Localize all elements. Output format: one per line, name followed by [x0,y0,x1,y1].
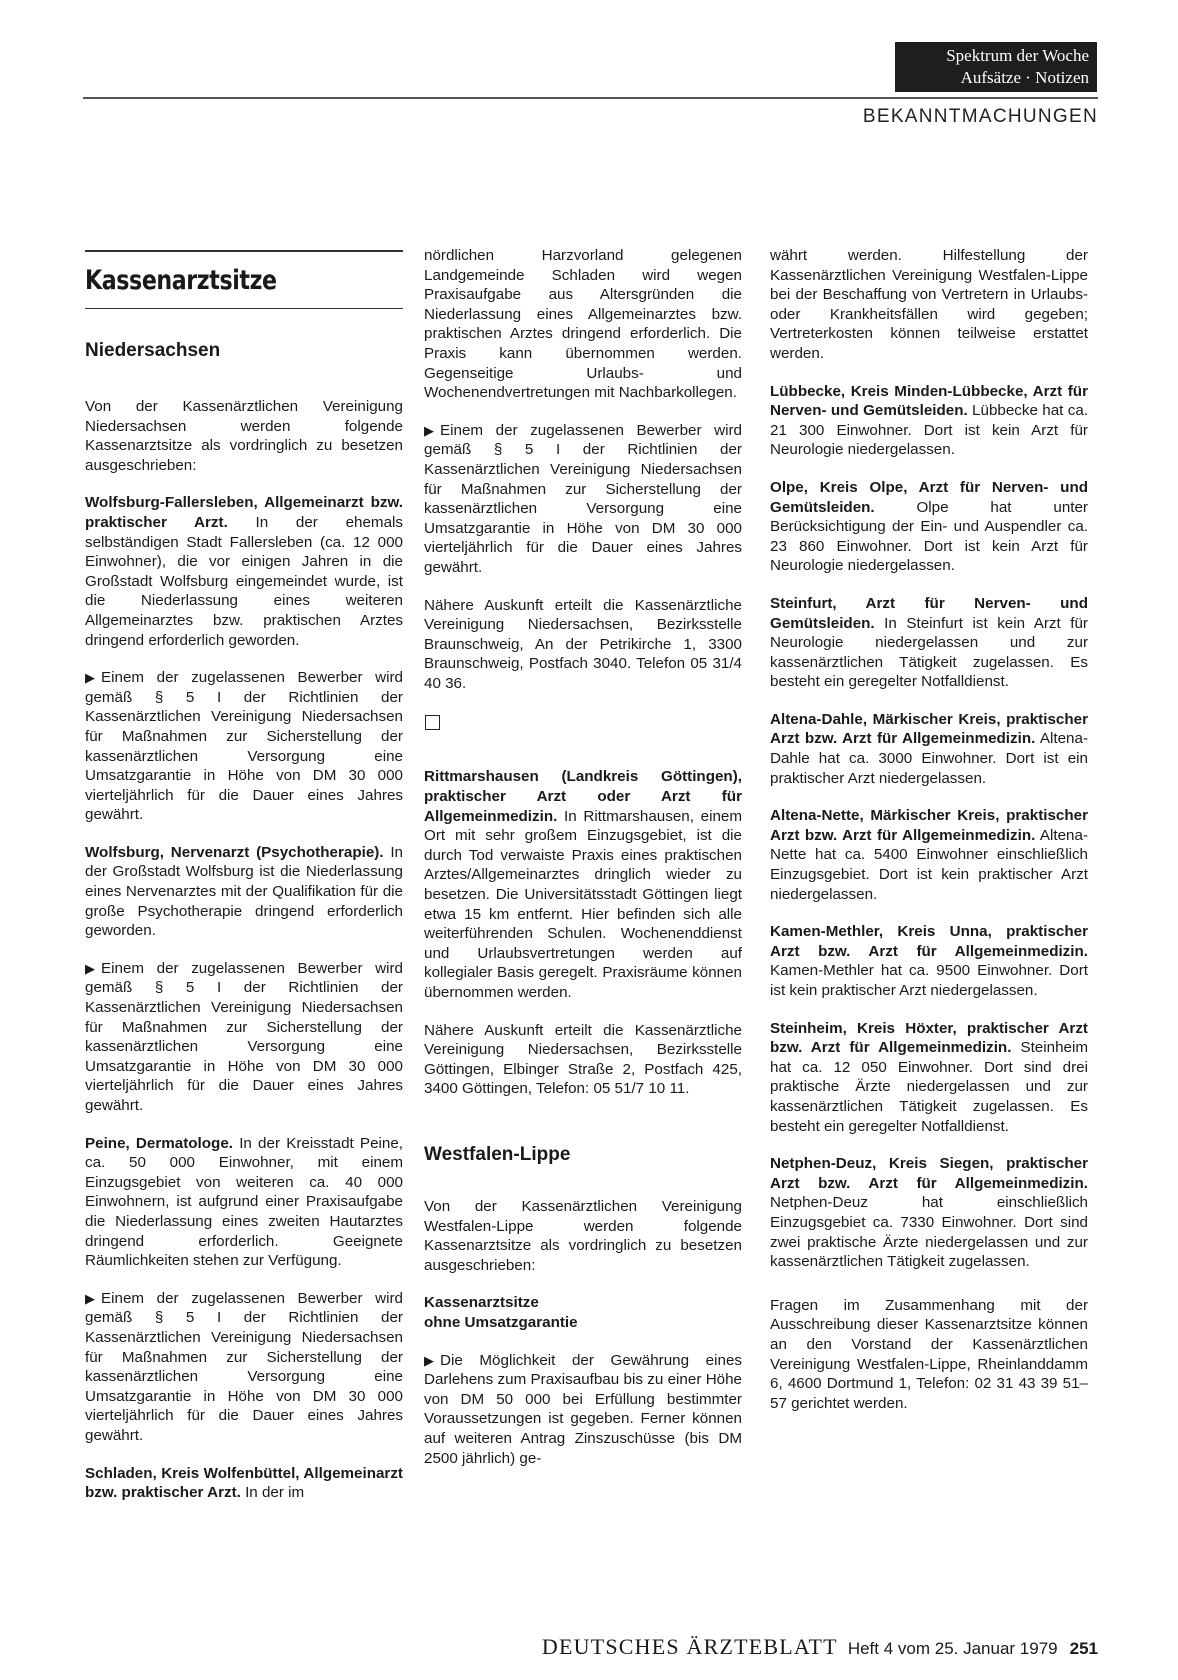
entry-title: Rittmarshausen (Landkreis Göttingen), praktischer Arzt oder Arzt für Allgemeinmedizin. [424,768,742,825]
guarantee-text: Einem der zugelassenen Bewerber wird gemäß § 5 I der Richtlinien der Kassenärztlichen Vereinigung Niedersachsen für Maßnahmen zur Sicherstellung der kassenärztlichen Versorgung eine Umsatzgarantie in Höhe von DM 30 000 vierteljährlich für die Dauer eines Jahres gewährt. [85,669,403,824]
page-number: 251 [1069,1639,1098,1658]
entry-title: Steinfurt, Arzt für Nerven- und Gemütsleiden. [770,594,1088,632]
entry-text: Altena-Nette hat ca. 5400 Einwohner einschließlich Einzugsgebiet. Dort ist kein praktischer Arzt niedergelassen. [770,826,1088,903]
title-rule-top [85,250,403,252]
entry-text: Altena-Dahle hat ca. 3000 Einwohner. Dort ist ein praktischer Arzt niedergelassen. [770,730,1088,787]
guarantee-text: Einem der zugelassenen Bewerber wird gemäß § 5 I der Richtlinien der Kassenärztlichen Vereinigung Niedersachsen für Maßnahmen zur Sicherstellung der kassenärztlichen Versorgung eine Umsatzgarantie in Höhe von DM 30 000 vierteljährlich für die Dauer eines Jahres gewährt. [85,1289,403,1444]
entry-title: Peine, Dermatologe. [85,1134,233,1152]
entry-wolfsburg-nervenarzt [85,843,403,941]
contact-paragraph: Fragen im Zusammenhang mit der Ausschreibung dieser Kassenarztsitze können an den Vorstand der Kassenärztlichen Vereinigung Westfalen-Lippe, Rheinlanddamm 6, 4600 Dortmund 1, Telefon: 02 31 43 39 51–57 gerichtet werden. [770,1296,1088,1412]
column-3 [770,246,1088,1413]
guarantee-text: Einem der zugelassenen Bewerber wird gemäß § 5 I der Richtlinien der Kassenärztlichen Vereinigung Niedersachsen für Maßnahmen zur Sicherstellung der kassenärztlichen Versorgung eine Umsatzgarantie in Höhe von DM 30 000 vierteljährlich für die Dauer eines Jahres gewährt. [85,959,403,1114]
entry-title: Steinheim, Kreis Höxter, praktischer Arzt bzw. Arzt für Allgemeinmedizin. [770,1019,1088,1057]
entry-kamen-methler [770,922,1088,1000]
column-1 [85,246,403,1503]
column-2 [424,246,742,1468]
title-rule-bottom [85,308,403,309]
info-braunschweig: Nähere Auskunft erteilt die Kassenärztliche Vereinigung Niedersachsen, Bezirksstelle Braunschweig, An der Petrikirche 1, 3300 Braunschweig, Postfach 3040. Telefon 05 31/4 40 36. [424,596,742,692]
entry-olpe [770,478,1088,576]
darlehen-paragraph [424,1351,742,1469]
entry-wolfsburg-fallersleben [85,493,403,650]
entry-text: Steinheim hat ca. 12 050 Einwohner. Dort sind drei praktische Ärzte niedergelassen und zur kassenärztlichen Tätigkeit zugelassen. Es besteht ein geregelter Notfalldienst. [770,1039,1088,1135]
entry-altena-dahle [770,710,1088,788]
guarantee-paragraph [85,668,403,825]
entry-text: In der im [240,1484,305,1502]
triangle-bullet-icon: ▶ [85,1290,95,1306]
region-title-niedersachsen: Niedersachsen [85,340,221,361]
guarantee-paragraph [424,421,742,578]
entry-text: Kamen-Methler hat ca. 9500 Einwohner. Dort ist kein praktischer Arzt niedergelassen. [770,962,1088,999]
badge-line-1: Spektrum der Woche [946,46,1089,65]
entry-altena-nette [770,806,1088,904]
entry-title: Altena-Nette, Märkischer Kreis, praktischer Arzt bzw. Arzt für Allgemeinmedizin. [770,807,1088,844]
badge-line-2: Aufsätze · Notizen [960,68,1089,87]
entry-luebbecke [770,382,1088,460]
intro-westfalen-lippe: Von der Kassenärztlichen Vereinigung Westfalen-Lippe werden folgende Kassenarztsitze als vordringlich zu besetzen ausgeschrieben: [424,1197,742,1274]
triangle-bullet-icon: ▶ [424,1352,434,1368]
entry-text: In der Kreisstadt Peine, ca. 50 000 Einwohner, mit einem Einzugsgebiet von weiteren ca. 40 000 Einwohnern, ist aufgrund einer Praxisaufgabe die Niederlassung eines zweiten Hautarztes dringend erforderlich. Geeignete Räumlichkeiten stehen zur Verfügung. [85,1134,403,1270]
section-label: BEKANNTMACHUNGEN [862,106,1098,127]
entry-text: In Steinfurt ist kein Arzt für Neurologie niedergelassen und zur kassenärztlichen Tätigkeit zugelassen. Es besteht ein geregelter Notfalldienst. [770,614,1088,691]
region-title-westfalen-lippe: Westfalen-Lippe [424,1143,571,1165]
entry-title: Lübbecke, Kreis Minden-Lübbecke, Arzt für Nerven- und Gemütsleiden. [770,382,1088,420]
triangle-bullet-icon: ▶ [85,670,95,686]
entry-schladen-continued: nördlichen Harzvorland gelegenen Landgemeinde Schladen wird wegen Praxisaufgabe aus Altersgründen die Niederlassung eines Allgemeinarztes bzw. praktischen Arztes dringend erforderlich. Die Praxis kann übernommen werden. Gegenseitige Urlaubs- und Wochenendvertretungen mit Nachbarkollegen. [424,247,742,402]
darlehen-continued: währt werden. Hilfestellung der Kassenärztlichen Vereinigung Westfalen-Lippe bei der Beschaffung von Vertretern in Urlaubs- oder Krankheitsfällen wird gegeben; Vertreterkosten können teilweise erstattet werden. [770,247,1088,362]
issue-info: Heft 4 vom 25. Januar 1979 [847,1639,1058,1658]
entry-text: Lübbecke hat ca. 21 300 Einwohner. Dort ist kein Arzt für Neurologie niedergelassen. [770,402,1088,459]
entry-title: Altena-Dahle, Märkischer Kreis, praktischer Arzt bzw. Arzt für Allgemeinmedizin. [770,710,1088,748]
triangle-bullet-icon: ▶ [85,960,95,976]
triangle-bullet-icon: ▶ [424,422,434,438]
entry-title: Schladen, Kreis Wolfenbüttel, Allgemeinarzt bzw. praktischer Arzt. [85,1464,403,1502]
entry-text: In Rittmarshausen, einem Ort mit sehr großem Einzugsgebiet, ist die durch Tod verwaiste Praxis eines praktischen Arztes/Allgemeinarztes dringlich wieder zu besetzen. Die Universitätsstadt Göttingen liegt etwa 15 km entfernt. Hier befinden sich alle weiterführenden Schulen. Wochenenddienst und Urlaubsvertretungen werden auf kollegialer Basis geregelt. Praxisräume können übernommen werden. [424,807,742,1001]
subheading-line-2: ohne Umsatzgarantie [424,1313,578,1331]
entry-text: In der ehemals selbständigen Stadt Fallersleben (ca. 12 000 Einwohner), die vor einigen Jahren in die Großstadt Wolfsburg eingemeindet wurde, ist die Niederlassung eines weiteren Allgemeinarztes bzw. praktischen Arztes dringend erforderlich geworden. [85,513,403,649]
entry-text: Olpe hat unter Berücksichtigung der Ein- und Auspendler ca. 23 860 Einwohner. Dort ist kein Arzt für Neurologie niedergelassen. [770,498,1088,575]
guarantee-paragraph [85,959,403,1116]
entry-netphen-deuz [770,1154,1088,1272]
entry-title: Netphen-Deuz, Kreis Siegen, praktischer Arzt bzw. Arzt für Allgemeinmedizin. [770,1155,1088,1192]
page-footer [450,1634,1098,1660]
subheading-ohne-umsatzgarantie [424,1293,742,1332]
entry-steinfurt [770,594,1088,692]
entry-title: Wolfsburg, Nervenarzt (Psychotherapie). [85,843,384,861]
entry-text: Netphen-Deuz hat einschließlich Einzugsgebiet ca. 7330 Einwohner. Dort sind zwei praktische Ärzte niedergelassen und zur kassenärztlichen Tätigkeit zugelassen. [770,1194,1088,1271]
header-rule [83,97,1098,99]
entry-text: In der Großstadt Wolfsburg ist die Niederlassung eines Nervenarztes mit der Qualifikation für die große Psychotherapie dringend erforderlich geworden. [85,843,404,940]
entry-steinheim [770,1019,1088,1137]
subheading-line-1: Kassenarztsitze [424,1294,539,1312]
square-separator-icon [425,715,440,730]
entry-title: Olpe, Kreis Olpe, Arzt für Nerven- und Gemütsleiden. [770,478,1088,516]
entry-peine [85,1134,403,1271]
entry-title: Wolfsburg-Fallersleben, Allgemeinarzt bzw. praktischer Arzt. [85,494,403,531]
info-goettingen: Nähere Auskunft erteilt die Kassenärztliche Vereinigung Niedersachsen, Bezirksstelle Göttingen, Elbinger Straße 2, Postfach 425, 3400 Göttingen, Telefon: 05 51/7 10 11. [424,1021,742,1098]
entry-rittmarshausen [424,767,742,1002]
journal-name: DEUTSCHES ÄRZTEBLATT [541,1634,838,1659]
guarantee-text: Einem der zugelassenen Bewerber wird gemäß § 5 I der Richtlinien der Kassenärztlichen Vereinigung Niedersachsen für Maßnahmen zur Sicherstellung der kassenärztlichen Versorgung eine Umsatzgarantie in Höhe von DM 30 000 vierteljährlich für die Dauer eines Jahres gewährt. [424,421,742,576]
page-title: Kassenarztsitze [85,265,277,296]
darlehen-text: Die Möglichkeit der Gewährung eines Darlehens zum Praxisaufbau bis zu einer Höhe von DM 50 000 bei Erfüllung bestimmter Voraussetzungen ist gegeben. Ferner können auf weiteren Antrag Zinszuschüsse (bis DM 2500 jährlich) ge- [424,1351,742,1467]
guarantee-paragraph [85,1289,403,1446]
entry-title: Kamen-Methler, Kreis Unna, praktischer Arzt bzw. Arzt für Allgemeinmedizin. [770,923,1088,960]
intro-niedersachsen: Von der Kassenärztlichen Vereinigung Niedersachsen werden folgende Kassenarztsitze als vordringlich zu besetzen ausgeschrieben: [85,398,403,474]
entry-schladen [85,1464,403,1503]
section-badge [895,42,1097,92]
